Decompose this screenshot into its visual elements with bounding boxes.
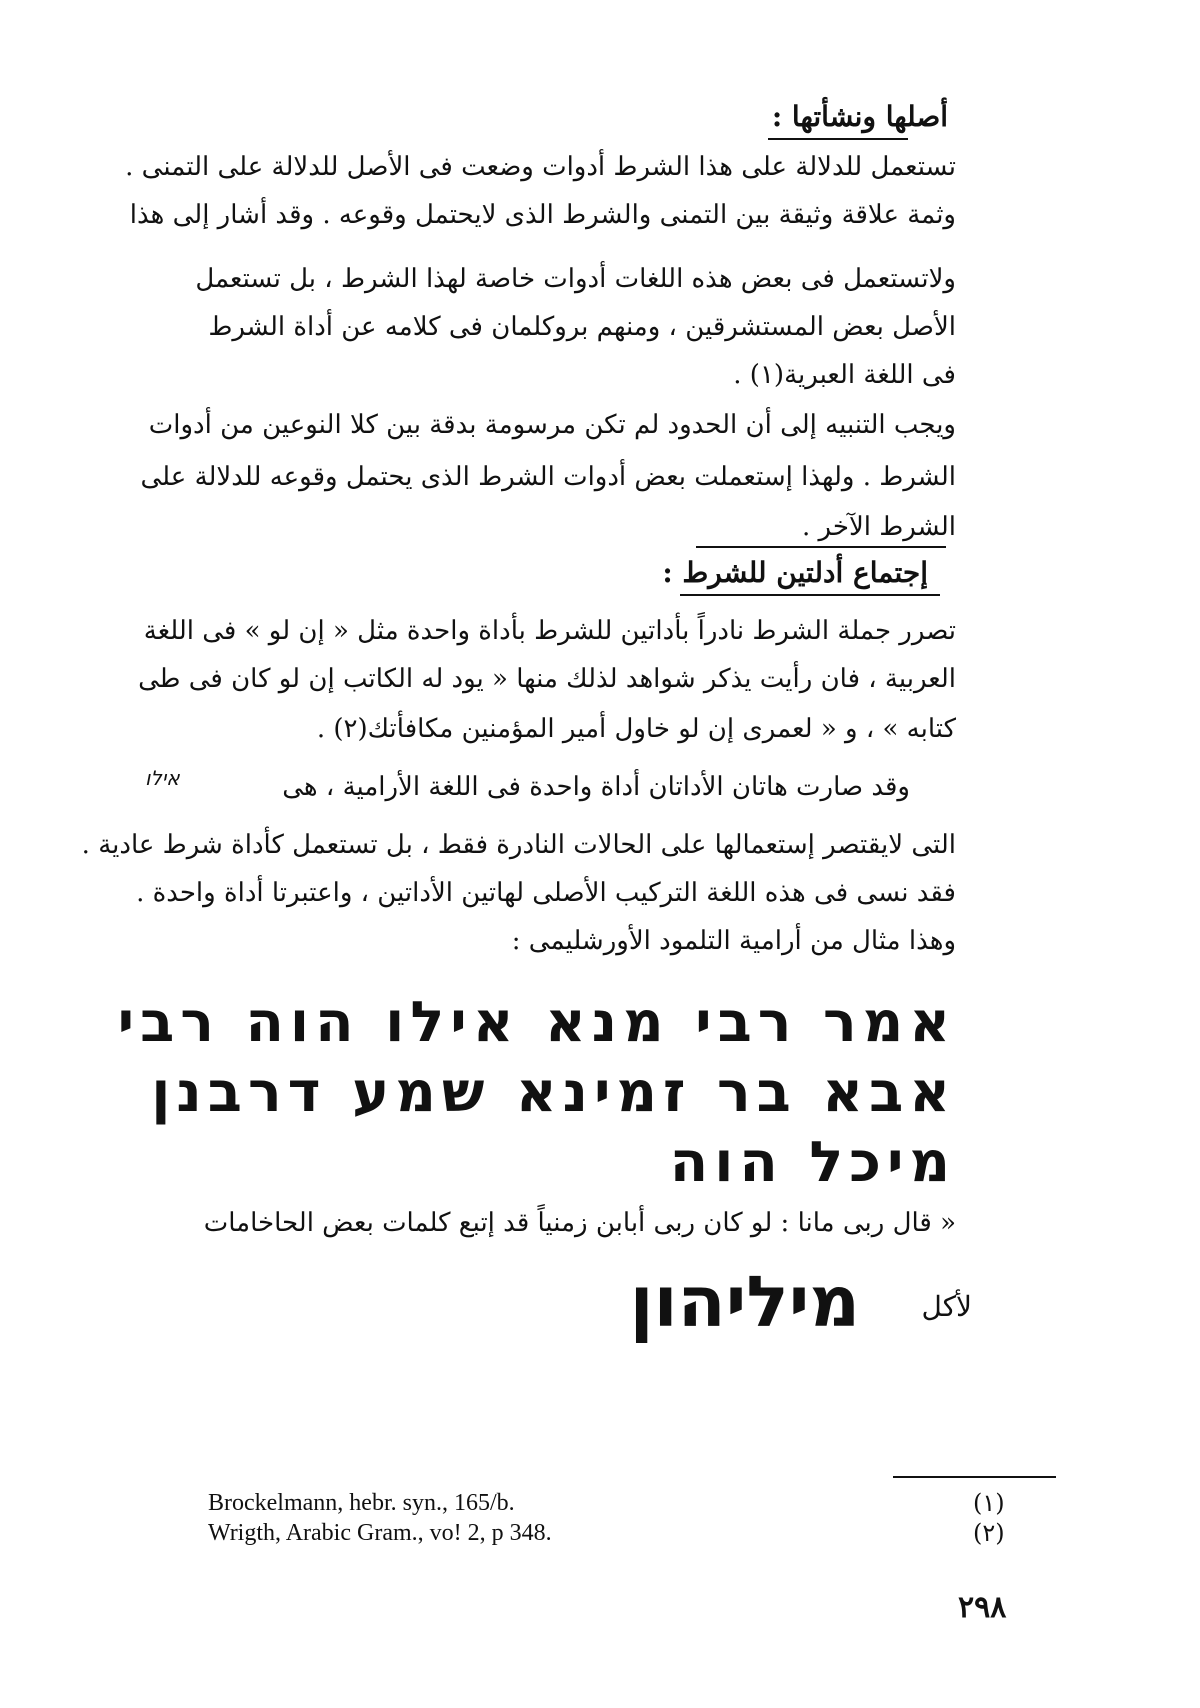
heading-underline — [768, 138, 908, 140]
paragraph-line: فقد نسى فى هذه اللغة التركيب الأصلى لهاتين الأداتين ، واعتبرتا أداة واحدة . — [136, 878, 956, 908]
footnote-text: Brockelmann, hebr. syn., 165/b. — [208, 1490, 515, 1516]
footnote-rule — [893, 1476, 1056, 1478]
hebrew-quote-line: אבא בר זמינא שמע דרבנן — [151, 1060, 956, 1125]
hebrew-margin-note: אילו — [145, 766, 180, 790]
paragraph-line: وثمة علاقة وثيقة بين التمنى والشرط الذى لايحتمل وقوعه . وقد أشار إلى هذا — [129, 200, 956, 230]
hebrew-quote-line: מיכל הוה — [669, 1130, 956, 1195]
paragraph-line: الشرط . ولهذا إستعملت بعض أدوات الشرط الذى يحتمل وقوعه للدلالة على — [140, 462, 956, 492]
footnote-text: Wrigth, Arabic Gram., vo! 2, p 348. — [208, 1520, 552, 1546]
section-heading-origins: أصلها ونشأتها : — [771, 100, 948, 133]
paragraph-line: ويجب التنبيه إلى أن الحدود لم تكن مرسومة بدقة بين كلا النوعين من أدوات — [148, 410, 956, 440]
paragraph-line: الشرط الآخر . — [802, 512, 956, 542]
paragraph-line: العربية ، فان رأيت يذكر شواهد لذلك منها « يود له الكاتب إن لو كان فى طى — [138, 664, 956, 694]
footnote-number: (٢) — [973, 1519, 1005, 1547]
footnote-number: (١) — [973, 1489, 1005, 1517]
paragraph-line: كتابه » ، و « لعمرى إن لو خاول أمير المؤمنين مكافأتك(٢) . — [316, 714, 956, 744]
paragraph-line: تستعمل للدلالة على هذا الشرط أدوات وضعت فى الأصل للدلالة على التمنى . — [125, 152, 956, 182]
paragraph-line: فى اللغة العبرية(١) . — [733, 360, 956, 390]
last-line-hebrew: מיליהון — [629, 1261, 860, 1343]
last-line-arabic: لأكل — [921, 1290, 972, 1323]
hebrew-quote-line: אמר רבי מנא אילו הוה רבי — [117, 990, 956, 1055]
section-heading-double-particle: إجتماع أدلتين للشرط : — [662, 556, 928, 589]
paragraph-line: وهذا مثال من أرامية التلمود الأورشليمى : — [511, 926, 956, 956]
translation-line: « قال ربى مانا : لو كان ربى أبابن زمنياً قد إتبع كلمات بعض الحاخامات — [203, 1208, 956, 1238]
paragraph-line: تصرر جملة الشرط نادراً بأداتين للشرط بأداة واحدة مثل « إن لو » فى اللغة — [143, 616, 956, 646]
paragraph-line: التى لايقتصر إستعمالها على الحالات النادرة فقط ، بل تستعمل كأداة شرط عادية . — [81, 830, 956, 860]
paragraph-line: وقد صارت هاتان الأداتان أداة واحدة فى اللغة الأرامية ، هى — [282, 772, 910, 802]
paragraph-line: ولاتستعمل فى بعض هذه اللغات أدوات خاصة لهذا الشرط ، بل تستعمل — [195, 264, 956, 294]
heading-underline — [680, 594, 940, 596]
page-number: ٢٩٨ — [958, 1590, 1007, 1625]
section-divider-line — [696, 546, 946, 548]
paragraph-line: الأصل بعض المستشرقين ، ومنهم بروكلمان فى كلامه عن أداة الشرط — [208, 312, 956, 342]
